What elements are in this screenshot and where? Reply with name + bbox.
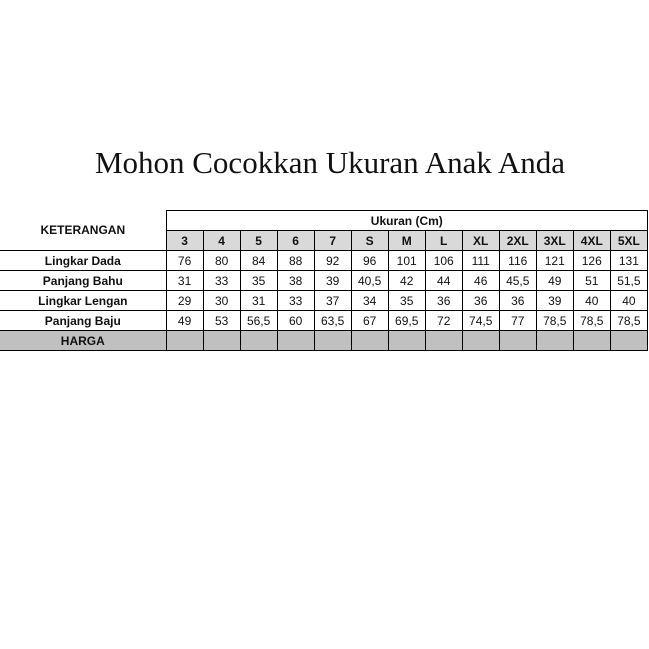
keterangan-header: KETERANGAN bbox=[0, 211, 166, 251]
table-cell: 40 bbox=[573, 291, 610, 311]
table-cell: 36 bbox=[499, 291, 536, 311]
table-cell: 78,5 bbox=[573, 311, 610, 331]
size-header-cell: 5 bbox=[240, 231, 277, 251]
table-cell: 106 bbox=[425, 251, 462, 271]
table-cell: 31 bbox=[240, 291, 277, 311]
table-cell: 126 bbox=[573, 251, 610, 271]
price-label: HARGA bbox=[0, 331, 166, 351]
table-cell: 72 bbox=[425, 311, 462, 331]
table-cell: 121 bbox=[536, 251, 573, 271]
table-cell: 39 bbox=[536, 291, 573, 311]
price-cell bbox=[277, 331, 314, 351]
table-cell: 38 bbox=[277, 271, 314, 291]
size-header-cell: M bbox=[388, 231, 425, 251]
row-label: Lingkar Dada bbox=[0, 251, 166, 271]
ukuran-group-header: Ukuran (Cm) bbox=[166, 211, 647, 231]
size-chart-table bbox=[0, 210, 648, 351]
table-cell: 37 bbox=[314, 291, 351, 311]
size-header-cell: S bbox=[351, 231, 388, 251]
table-cell: 34 bbox=[351, 291, 388, 311]
table-cell: 33 bbox=[277, 291, 314, 311]
table-cell: 53 bbox=[203, 311, 240, 331]
table-cell: 56,5 bbox=[240, 311, 277, 331]
table-cell: 51,5 bbox=[610, 271, 647, 291]
size-header-cell: 5XL bbox=[610, 231, 647, 251]
size-header-cell: 2XL bbox=[499, 231, 536, 251]
table-cell: 88 bbox=[277, 251, 314, 271]
price-cell bbox=[388, 331, 425, 351]
table-cell: 40 bbox=[610, 291, 647, 311]
table-header-row bbox=[0, 211, 648, 231]
table-cell: 60 bbox=[277, 311, 314, 331]
table-cell: 80 bbox=[203, 251, 240, 271]
table-cell: 36 bbox=[462, 291, 499, 311]
table-cell: 39 bbox=[314, 271, 351, 291]
row-label: Lingkar Lengan bbox=[0, 291, 166, 311]
table-cell: 46 bbox=[462, 271, 499, 291]
price-cell bbox=[573, 331, 610, 351]
size-header-cell: 6 bbox=[277, 231, 314, 251]
page-title: Mohon Cocokkan Ukuran Anak Anda bbox=[94, 145, 566, 180]
table-cell: 36 bbox=[425, 291, 462, 311]
table-cell: 35 bbox=[388, 291, 425, 311]
table-cell: 96 bbox=[351, 251, 388, 271]
size-header-cell: XL bbox=[462, 231, 499, 251]
price-cell bbox=[610, 331, 647, 351]
table-cell: 49 bbox=[166, 311, 203, 331]
table-cell: 116 bbox=[499, 251, 536, 271]
table-cell: 42 bbox=[388, 271, 425, 291]
table-cell: 44 bbox=[425, 271, 462, 291]
table-row bbox=[0, 311, 648, 331]
table-cell: 51 bbox=[573, 271, 610, 291]
table-cell: 78,5 bbox=[536, 311, 573, 331]
table-cell: 49 bbox=[536, 271, 573, 291]
table-cell: 74,5 bbox=[462, 311, 499, 331]
table-cell: 31 bbox=[166, 271, 203, 291]
table-cell: 45,5 bbox=[499, 271, 536, 291]
price-row bbox=[0, 331, 648, 351]
table-cell: 131 bbox=[610, 251, 647, 271]
price-cell bbox=[425, 331, 462, 351]
table-cell: 33 bbox=[203, 271, 240, 291]
table-row bbox=[0, 271, 648, 291]
table-cell: 40,5 bbox=[351, 271, 388, 291]
size-header-cell: 3 bbox=[166, 231, 203, 251]
table-cell: 77 bbox=[499, 311, 536, 331]
row-label: Panjang Baju bbox=[0, 311, 166, 331]
table-cell: 101 bbox=[388, 251, 425, 271]
price-cell bbox=[536, 331, 573, 351]
table-row bbox=[0, 291, 648, 311]
table-cell: 78,5 bbox=[610, 311, 647, 331]
table-cell: 69,5 bbox=[388, 311, 425, 331]
table-cell: 30 bbox=[203, 291, 240, 311]
table-cell: 67 bbox=[351, 311, 388, 331]
price-cell bbox=[314, 331, 351, 351]
table-cell: 84 bbox=[240, 251, 277, 271]
size-header-cell: L bbox=[425, 231, 462, 251]
size-header-cell: 4 bbox=[203, 231, 240, 251]
size-header-cell: 7 bbox=[314, 231, 351, 251]
price-cell bbox=[462, 331, 499, 351]
table-cell: 92 bbox=[314, 251, 351, 271]
price-cell bbox=[203, 331, 240, 351]
table-cell: 35 bbox=[240, 271, 277, 291]
price-cell bbox=[351, 331, 388, 351]
table-cell: 76 bbox=[166, 251, 203, 271]
price-cell bbox=[499, 331, 536, 351]
row-label: Panjang Bahu bbox=[0, 271, 166, 291]
table-row bbox=[0, 251, 648, 271]
table-cell: 29 bbox=[166, 291, 203, 311]
size-header-cell: 4XL bbox=[573, 231, 610, 251]
price-cell bbox=[166, 331, 203, 351]
table-cell: 63,5 bbox=[314, 311, 351, 331]
size-header-cell: 3XL bbox=[536, 231, 573, 251]
price-cell bbox=[240, 331, 277, 351]
table-cell: 111 bbox=[462, 251, 499, 271]
